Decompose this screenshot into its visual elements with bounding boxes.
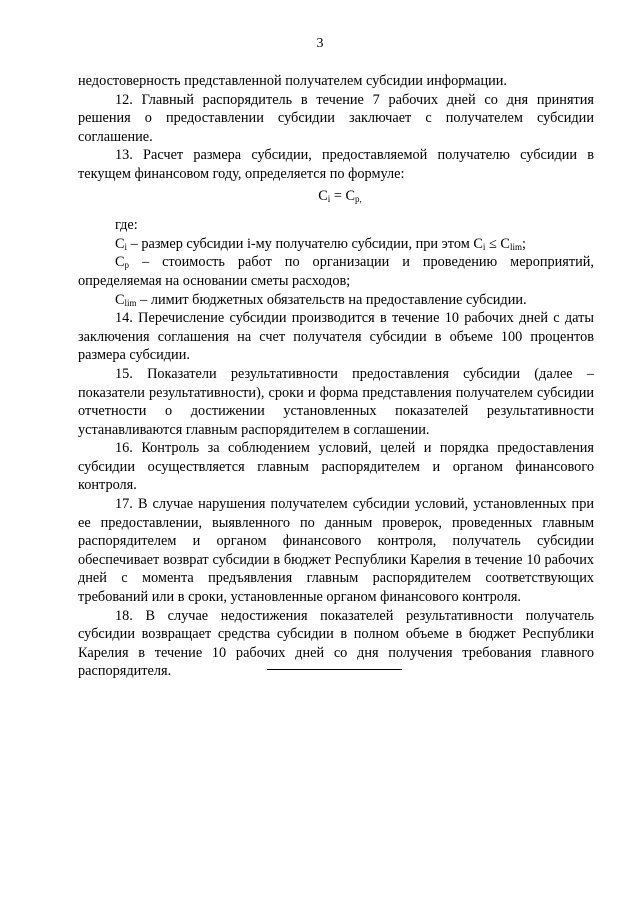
- document-body: [78, 72, 594, 681]
- clim-definition-text: – лимит бюджетных обязательств на предоставление субсидии.: [136, 291, 527, 308]
- where-label: где:: [115, 217, 138, 234]
- definition-clim: [78, 291, 594, 310]
- clim-symbol: C: [115, 291, 125, 308]
- ci-definition-text: – размер субсидии i-му получателю субсидии, при этом: [127, 235, 474, 252]
- paragraph-12: 12. Главный распорядитель в течение 7 рабочих дней со дня принятия решения о предоставлении субсидии заключает с получателем субсидии соглашение.: [78, 91, 594, 145]
- ci-symbol: C: [115, 235, 125, 252]
- ci-condition-limit-subscript: lim: [509, 241, 522, 252]
- page-number: 3: [316, 36, 324, 51]
- definition-ci: [78, 235, 594, 254]
- ci-condition-end: ;: [521, 235, 526, 252]
- ci-subscript: i: [124, 241, 128, 252]
- formula-lhs-symbol: C: [318, 187, 328, 204]
- formula-rhs-symbol: C: [345, 187, 356, 204]
- cp-subscript: p: [124, 260, 130, 271]
- paragraph-15: 15. Показатели результативности предоставления субсидии (далее – показатели результативности), сроки и форма представления получателем субсидии отчетности о достижении установленных показателей результативности устанавливаются главным распорядителем в соглашении.: [78, 365, 594, 438]
- ci-condition-subscript: i: [482, 241, 486, 252]
- formula: [78, 187, 594, 206]
- ci-condition-limit-symbol: C: [500, 235, 510, 252]
- paragraph-intro-continuation: недостоверность представленной получателем субсидии информации.: [78, 73, 507, 89]
- formula-lhs-subscript: i: [327, 193, 331, 204]
- paragraph-17: 17. В случае нарушения получателем субсидии условий, установленных при ее предоставлении, выявленного по данным проверок, проведенных главным распорядителем и органом финансового контроля, получатель субсидии обеспечивает возврат субсидии в бюджет Республики Карелия в течение 10 рабочих дней с момента предъявления главным распорядителем соответствующих требований или в сроки, установленные органом финансового контроля.: [78, 496, 594, 606]
- paragraph-13: 13. Расчет размера субсидии, предоставляемой получателю субсидии в текущем финансовом году, определяется по формуле:: [78, 147, 594, 182]
- formula-equals: =: [330, 187, 346, 204]
- ci-condition-operator: ≤: [485, 235, 501, 252]
- paragraph-14: 14. Перечисление субсидии производится в течение 10 рабочих дней с даты заключения соглашения на счет получателя субсидии в объеме 100 процентов размера субсидии.: [78, 310, 594, 364]
- formula-rhs-subscript: p,: [355, 193, 362, 204]
- paragraph-16: 16. Контроль за соблюдением условий, целей и порядка предоставления субсидии осуществляется главным распорядителем и органом финансового контроля.: [78, 440, 594, 494]
- cp-symbol: C: [115, 254, 125, 271]
- clim-subscript: lim: [124, 297, 137, 308]
- ci-condition-symbol: C: [473, 235, 483, 252]
- paragraph-18: 18. В случае недостижения показателей результативности получатель субсидии возвращает средства субсидии в полном объеме в бюджет Республики Карелия в течение 10 рабочих дней со дня получения требования главного распорядителя.: [78, 607, 594, 680]
- cp-definition-text: – стоимость работ по организации и проведению мероприятий, определяемая на основании сметы расходов;: [78, 254, 594, 289]
- definition-cp: [78, 253, 594, 290]
- end-of-text-line: [267, 669, 402, 670]
